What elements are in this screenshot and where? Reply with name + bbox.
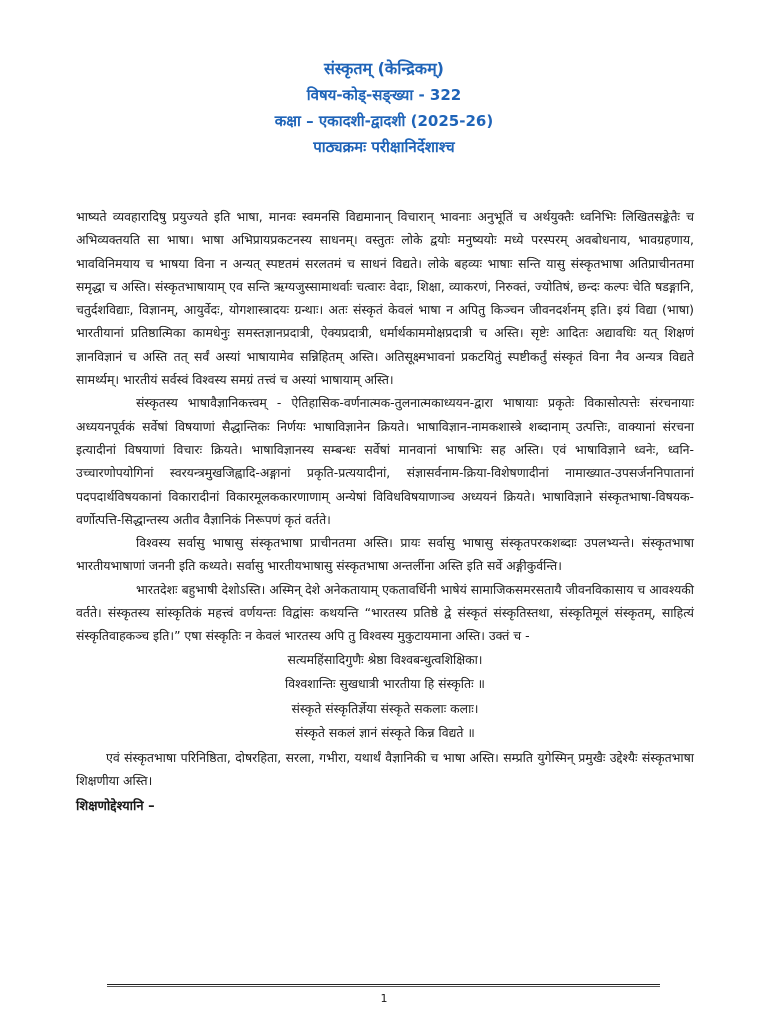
document-title: संस्कृतम् (केन्द्रिकम्) [324, 59, 444, 78]
paragraph: विश्वस्य सर्वासु भाषासु संस्कृतभाषा प्राचीनतमा अस्ति। प्रायः सर्वासु भाषासु संस्कृतपरकशब्दाः उपलभ्यन्ते। संस्कृतभाषा भारतीयभाषाणां जननी इति कथ्यते। सर्वासु भारतीयभाषासु संस्कृतभाषा अन्तर्लीना अस्ति इति सर्वे अङ्गीकुर्वन्ति। [76, 535, 694, 574]
section-subheading: शिक्षणोद्देश्यानि – [76, 798, 155, 814]
page-number: 1 [380, 992, 388, 1005]
class-line: कक्षा – एकादशी-द्वादशी (2025-26) [274, 112, 494, 130]
closing-paragraph: एवं संस्कृतभाषा परिनिष्ठिता, दोषरहिता, सरला, गभीरा, यथार्थं वैज्ञानिकी च भाषा अस्ति। सम्प्रति युगेस्मिन् प्रमुखैः उद्देश्यैः संस्कृतभाषा शिक्षणीया अस्ति। [76, 750, 694, 789]
document-header [0, 55, 768, 160]
verse-block [76, 648, 694, 746]
document-body [76, 205, 694, 818]
subject-code: विषय-कोड्-सङ्ख्या - 322 [306, 86, 462, 104]
verse-line: विश्वशान्तिः सुखधात्री भारतीया हि संस्कृतिः ॥ [285, 676, 485, 692]
syllabus-line: पाठ्यक्रमः परीक्षानिर्देशाश्च [313, 138, 455, 156]
footer-rule [107, 984, 660, 985]
verse-line: सत्यमहिंसादिगुणैः श्रेष्ठा विश्वबन्धुत्वशिक्षिका। [287, 651, 483, 667]
paragraph: भारतदेशः बहुभाषी देशोऽस्ति। अस्मिन् देशे अनेकतायाम् एकतावर्धिनी भाषेयं सामाजिकसमरसतायै जीवनविकासाय च आवश्यकी वर्तते। संस्कृतस्य सांस्कृतिकं महत्त्वं वर्णयन्तः विद्वांसः कथयन्ति “भारतस्य प्रतिष्ठे द्वे संस्कृतं संस्कृतिस्तथा, संस्कृतिमूलं संस्कृतम्, साहित्यं संस्कृतिवाहकञ्च इति।” एषा संस्कृतिः न केवलं भारतस्य अपि तु विश्वस्य मुकुटायमाना अस्ति। उक्तं च - [76, 581, 694, 644]
paragraph: संस्कृतस्य भाषावैज्ञानिकत्त्वम् - ऐतिहासिक-वर्णनात्मक-तुलनात्मकाध्ययन-द्वारा भाषायाः प्रकृतेः विकासोत्पत्तेः संरचनायाः अध्ययनपूर्वकं सर्वेषां विषयाणां सैद्धान्तिकः निर्णयः भाषाविज्ञानेन क्रियते। भाषाविज्ञान-नामकशास्त्रे शब्दानाम् उत्पत्तिः, वाक्यानां संरचना इत्यादीनां विषयाणां विचारः क्रियते। भाषाविज्ञानस्य सम्बन्धः सर्वेषां मानवानां भाषाभिः सह अस्ति। एवं भाषाविज्ञाने ध्वनेः, ध्वनि-उच्चारणोपयोगिनां स्वरयन्त्रमुखजिह्वादि-अङ्गानां प्रकृति-प्रत्ययादीनां, संज्ञासर्वनाम-क्रिया-विशेषणादीनां नामाख्यात-उपसर्जननिपातानां पदपदार्थविषयकानां विकारादीनां विकारमूलककारणाणाम् अन्येषां विविधविषयाणाञ्च अध्ययनं क्रियते। भाषाविज्ञाने संस्कृतभाषा-विषयक-वर्णोत्पत्ति-सिद्धान्तस्य अतीव वैज्ञानिकं निरूपणं कृतं वर्तते। [76, 395, 694, 527]
verse-line: संस्कृते सकलं ज्ञानं संस्कृते किन्न विद्यते ॥ [295, 725, 475, 741]
paragraph: भाष्यते व्यवहारादिषु प्रयुज्यते इति भाषा, मानवः स्वमनसि विद्यमानान् विचारान् भावनाः अनुभूतिं च अर्थयुक्तैः ध्वनिभिः लिखितसङ्केतैः च अभिव्यक्तयति सा भाषा। भाषा अभिप्रायप्रकटनस्य साधनम्। वस्तुतः लोके द्वयोः मनुष्ययोः मध्ये परस्परम् अवबोधनाय, भावग्रहणाय, भावविनिमयाय च भाषया विना न अन्यत् स्पष्टतमं सरलतमं च साधनं विद्यते। लोके बहव्यः भाषाः सन्ति यासु संस्कृतभाषा अतिप्राचीनतमा समृद्धा च अस्ति। संस्कृतभाषायाम् एव सन्ति ऋग्यजुस्सामाथर्वाः चत्वारः वेदाः, शिक्षा, व्याकरणं, निरुक्तं, ज्योतिषं, छन्दः कल्पः चेति षडङ्गानि, चतुर्दशविद्याः, विज्ञानम्, आयुर्वेदः, योगशास्त्रादयः ग्रन्थाः। अतः संस्कृतं केवलं भाषा न अपितु किञ्चन जीवनदर्शनम् इति। इयं विद्या (भाषा) भारतीयानां प्रतिष्ठात्मिका कामधेनुः समस्तज्ञानप्रदात्री, ऐक्यप्रदात्री, धर्मार्थकाममोक्षप्रदात्री च अस्ति। सृष्टेः आदितः अद्यावधिः यत् शिक्षणं ज्ञानविज्ञानं च अस्ति तत् सर्वं अस्यां भाषायामेव सन्निहितम् अस्ति। अतिसूक्ष्मभावनां प्रकटयितुं स्पष्टीकर्तुं संस्कृतं विना नैव अन्यत्र विद्यते सामर्थ्यम्। भारतीयं सर्वस्वं विश्वस्य समग्रं तत्त्वं च अस्यां भाषायाम् अस्ति। [76, 209, 694, 388]
verse-line: संस्कृते संस्कृतिर्ज्ञेया संस्कृते सकलाः कलाः। [291, 700, 479, 716]
